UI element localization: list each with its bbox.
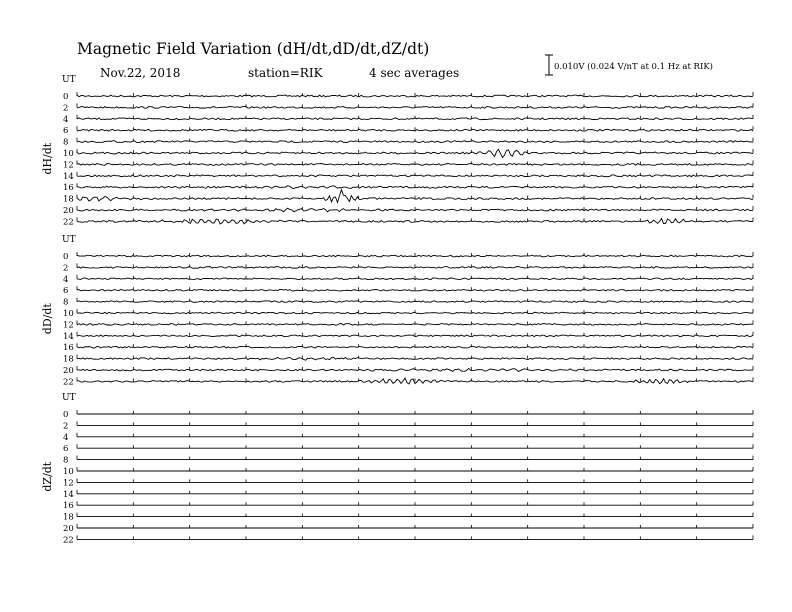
- ylabel-dH: dH/dt: [41, 142, 54, 175]
- trace-row: [63, 377, 753, 387]
- trace-row: [63, 126, 753, 136]
- row-hour-label: 2: [63, 421, 69, 432]
- row-hour-label: 20: [63, 366, 74, 376]
- row-hour-label: 8: [63, 297, 69, 308]
- trace-row: [63, 355, 753, 365]
- trace-line: [77, 324, 753, 326]
- row-hour-label: 18: [63, 194, 74, 205]
- row-hour-label: 4: [63, 432, 69, 443]
- row-hour-label: 22: [63, 217, 74, 228]
- trace-row: [63, 467, 753, 477]
- row-hour-label: 6: [63, 286, 69, 297]
- trace-row: [63, 190, 753, 205]
- trace-row: [63, 478, 753, 488]
- trace-row: [63, 252, 753, 262]
- trace-row: [63, 332, 753, 342]
- trace-row: [63, 275, 753, 285]
- plot-title: Magnetic Field Variation (dH/dt,dD/dt,dZ/dt): [77, 40, 430, 58]
- ylabel-dZ: dZ/dt: [41, 461, 54, 492]
- row-hour-label: 20: [63, 206, 74, 216]
- scale-label: 0.010V (0.024 V/nT at 0.1 Hz at RIK): [554, 62, 713, 72]
- row-hour-label: 22: [63, 535, 74, 546]
- row-hour-label: 18: [63, 512, 74, 523]
- trace-row: [63, 421, 753, 431]
- row-hour-label: 0: [63, 410, 69, 420]
- row-hour-label: 8: [63, 455, 69, 466]
- trace-row: [63, 115, 753, 125]
- date-label: Nov.22, 2018: [100, 66, 181, 80]
- trace-line: [77, 175, 753, 177]
- row-hour-label: 12: [63, 320, 74, 331]
- row-hour-label: 0: [63, 252, 69, 262]
- row-hour-label: 2: [63, 263, 69, 274]
- trace-row: [63, 535, 753, 545]
- ut-label: UT: [62, 393, 76, 403]
- trace-row: [63, 343, 753, 353]
- trace-row: [63, 456, 753, 466]
- panels: [41, 75, 753, 545]
- trace-row: [63, 206, 753, 216]
- trace-row: [63, 172, 753, 182]
- row-hour-label: 12: [63, 160, 74, 171]
- trace-row: [63, 263, 753, 273]
- row-hour-label: 20: [63, 524, 74, 534]
- panel-dH: [41, 75, 753, 227]
- panel-dD: [41, 235, 753, 387]
- ylabel-dD: dD/dt: [41, 303, 54, 335]
- trace-row: [63, 524, 753, 534]
- trace-row: [63, 433, 753, 443]
- row-hour-label: 10: [63, 309, 74, 319]
- trace-row: [63, 490, 753, 500]
- averaging-label: 4 sec averages: [369, 66, 460, 80]
- row-hour-label: 10: [63, 149, 74, 159]
- trace-row: [63, 138, 753, 148]
- trace-row: [63, 320, 753, 330]
- trace-row: [63, 286, 753, 296]
- trace-row: [63, 92, 753, 102]
- row-hour-label: 18: [63, 354, 74, 365]
- trace-row: [63, 501, 753, 511]
- row-hour-label: 4: [63, 274, 69, 285]
- trace-line: [77, 301, 753, 303]
- scale-bar: [545, 55, 553, 75]
- row-hour-label: 16: [63, 343, 74, 354]
- trace-row: [63, 513, 753, 523]
- row-hour-label: 14: [63, 331, 74, 342]
- trace-row: [63, 183, 753, 193]
- station-label: station=RIK: [248, 66, 323, 80]
- row-hour-label: 12: [63, 478, 74, 489]
- row-hour-label: 8: [63, 137, 69, 148]
- row-hour-label: 14: [63, 171, 74, 182]
- row-hour-label: 14: [63, 489, 74, 500]
- row-hour-label: 0: [63, 92, 69, 102]
- row-hour-label: 22: [63, 377, 74, 388]
- trace-row: [63, 217, 753, 227]
- row-hour-label: 10: [63, 467, 74, 477]
- row-hour-label: 4: [63, 114, 69, 125]
- trace-row: [63, 309, 753, 319]
- row-hour-label: 16: [63, 501, 74, 512]
- panel-dZ: [41, 393, 753, 545]
- row-hour-label: 6: [63, 126, 69, 137]
- trace-row: [63, 298, 753, 308]
- trace-row: [63, 444, 753, 454]
- row-hour-label: 16: [63, 183, 74, 194]
- ut-label: UT: [62, 75, 76, 85]
- row-hour-label: 2: [63, 103, 69, 114]
- ut-label: UT: [62, 235, 76, 245]
- trace-row: [63, 160, 753, 170]
- trace-row: [63, 149, 753, 159]
- trace-row: [63, 366, 753, 376]
- row-hour-label: 6: [63, 444, 69, 455]
- trace-row: [63, 103, 753, 113]
- trace-row: [63, 410, 753, 420]
